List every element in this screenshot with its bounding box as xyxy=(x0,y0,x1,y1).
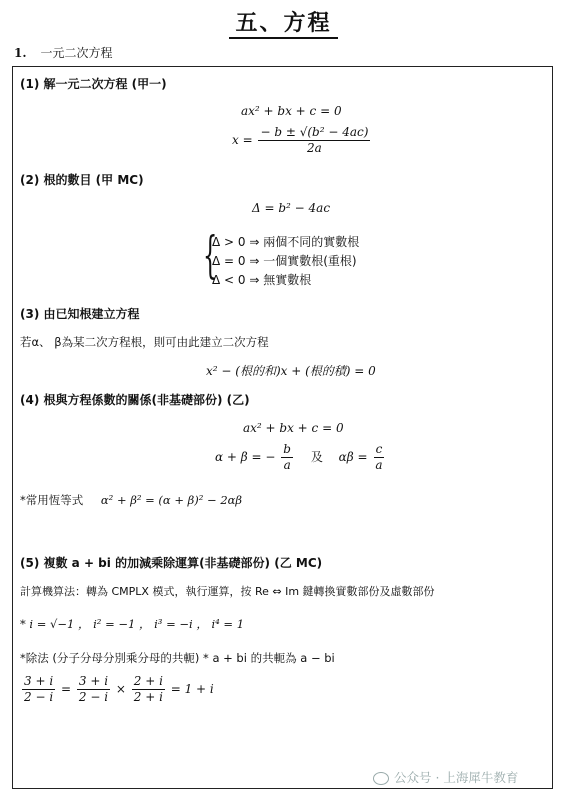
vieta-formulas xyxy=(215,442,387,473)
quadratic-equation: ax² + bx + c = 0 xyxy=(241,104,342,118)
division-example xyxy=(20,674,214,705)
fraction-3 xyxy=(132,674,165,705)
fraction-1 xyxy=(22,674,55,705)
quadratic-equation-2: ax² + bx + c = 0 xyxy=(243,421,344,435)
identity-formula: α² + β² = (α + β)² − 2αβ xyxy=(100,493,243,507)
sum-denominator: a xyxy=(283,458,291,472)
case-2: Δ = 0 ⇒ 一個實數根(重根) xyxy=(212,254,357,268)
section-3-title: (3) 由已知根建立方程 xyxy=(20,307,140,321)
section-heading xyxy=(14,44,113,61)
division-result: = 1 + i xyxy=(170,682,214,696)
formula-fraction xyxy=(258,125,370,156)
section-4-title: (4) 根與方程係數的關係(非基礎部份) (乙) xyxy=(20,393,250,407)
section-2-title: (2) 根的數目 (甲 MC) xyxy=(20,173,144,187)
section-1-title: (1) 解一元二次方程 (甲一) xyxy=(20,77,167,91)
division-note: *除法 (分子分母分別乘分母的共軛) * a + bi 的共軛為 a − bi xyxy=(20,651,335,665)
fraction-3-num: 2 + i xyxy=(133,674,163,688)
page-title: 五、方程 xyxy=(0,6,567,37)
sum-numerator: b xyxy=(283,442,291,456)
watermark xyxy=(373,768,518,786)
identity-line xyxy=(20,492,242,508)
case-1: Δ > 0 ⇒ 兩個不同的實數根 xyxy=(212,235,360,249)
times-sign: × xyxy=(115,682,126,696)
product-lhs: αβ = xyxy=(338,450,368,464)
fraction-1-den: 2 − i xyxy=(24,690,54,704)
case-3: Δ < 0 ⇒ 無實數根 xyxy=(212,273,312,287)
fraction-2 xyxy=(77,674,110,705)
section-5-title: (5) 複數 a + bi 的加減乘除運算(非基礎部份) (乙 MC) xyxy=(20,556,323,570)
watermark-text: 公众号 · 上海犀牛教育 xyxy=(394,770,519,785)
formula-denominator: 2a xyxy=(307,141,322,155)
discriminant: Δ = b² − 4ac xyxy=(252,201,331,215)
wechat-icon xyxy=(373,772,389,785)
sum-fraction xyxy=(281,442,293,473)
formula-lhs: x = xyxy=(232,133,253,147)
calculator-method: 計算機算法：轉為 CMPLX 模式，執行運算，按 Re ⇔ Im 鍵轉換實數部份及虛數部份 xyxy=(20,585,435,598)
equals-sign: = xyxy=(60,682,72,696)
sum-lhs: α + β = − xyxy=(215,450,276,464)
quadratic-formula xyxy=(232,125,372,156)
root-equation: x² − (根的和)x + (根的積) = 0 xyxy=(206,364,376,378)
fraction-3-den: 2 + i xyxy=(133,690,163,704)
identity-label: *常用恆等式 xyxy=(20,493,84,507)
fraction-2-num: 3 + i xyxy=(78,674,109,688)
product-numerator: c xyxy=(375,442,383,456)
and-word: 及 xyxy=(310,450,323,464)
formula-numerator: − b ± √(b² − 4ac) xyxy=(260,125,369,139)
fraction-2-den: 2 − i xyxy=(78,690,109,704)
cases-brace: { xyxy=(203,226,218,284)
heading-text: 一元二次方程 xyxy=(40,46,113,60)
heading-number: 1. xyxy=(14,46,27,60)
powers-of-i: * i = √−1 ， i² = −1 ， i³ = −i ， i⁴ = 1 xyxy=(20,617,245,631)
section-3-text: 若α、 β為某二次方程根，則可由此建立二次方程 xyxy=(20,335,269,349)
product-denominator: a xyxy=(375,458,383,472)
product-fraction xyxy=(373,442,384,473)
fraction-1-num: 3 + i xyxy=(24,674,54,688)
